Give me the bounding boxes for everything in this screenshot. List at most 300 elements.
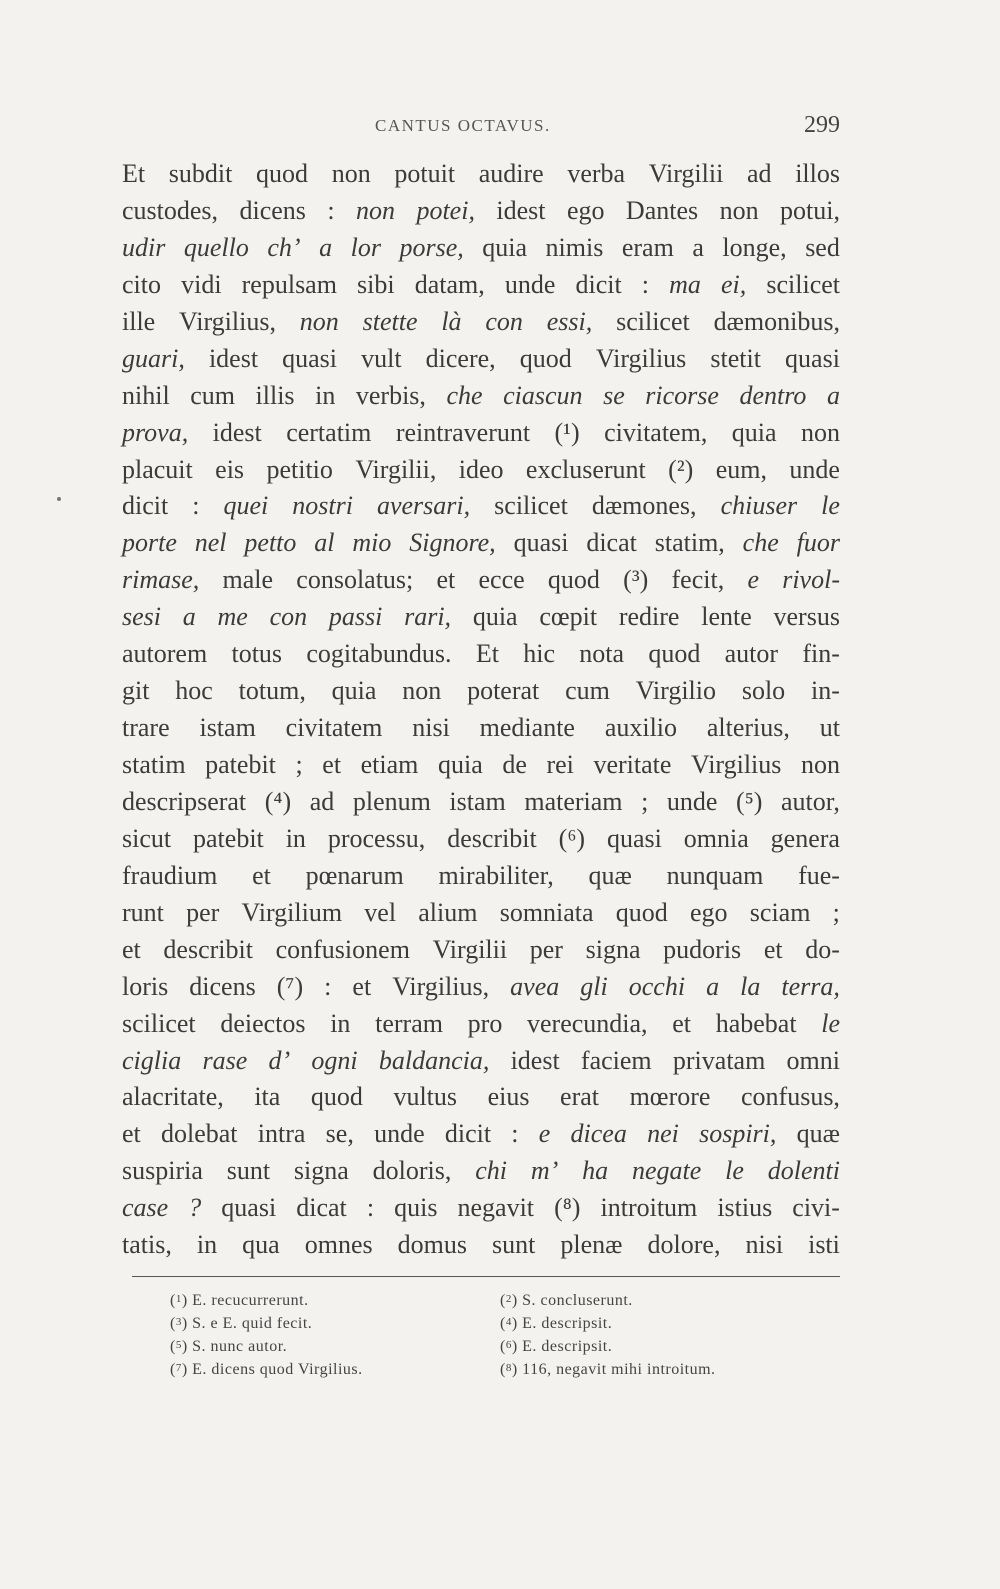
text-line [122,1043,840,1080]
word: omnia [683,823,749,853]
footnote-2 [500,1290,830,1313]
word: male [222,565,274,595]
word: excluserunt [525,454,646,484]
text-line [122,193,840,230]
word: ego [690,897,728,927]
word: describit [163,934,253,964]
word: redire [618,602,680,632]
word: pudoris [663,934,742,964]
word: placuit [122,454,193,484]
word: dolore, [647,1230,721,1260]
word: terram [375,1008,443,1038]
italic-word: che [446,380,483,410]
word: fecit, [671,565,725,595]
word: non [800,750,840,779]
word: quæ [796,1119,840,1149]
word: veritate [593,750,672,779]
page-number: 299 [804,112,840,138]
word: cœpit [539,602,598,632]
italic-word: con [485,306,523,336]
word: autor, [781,786,840,816]
word: potui, [780,195,840,225]
italic-word: dentro [739,380,807,410]
italic-word: passi [328,602,383,632]
text-line [122,673,840,710]
word: isti [808,1230,840,1260]
word: dicere, [425,343,496,373]
word: cito [122,269,161,299]
italic-word: ma [669,269,701,299]
word: tatis, [122,1230,172,1260]
word: dicit [444,1119,492,1149]
text-line [122,969,840,1006]
word: potuit [394,159,456,188]
italic-word: ch’ [267,232,301,262]
italic-word: a [706,971,720,1001]
italic-word: nostri [292,491,353,521]
italic-word: le [821,491,840,521]
italic-word: non [299,306,339,336]
text-line [122,599,840,636]
word: stetit [710,343,761,373]
footnote-mark: (3) [170,1315,193,1332]
word: (³) [623,565,649,595]
word: nimis [545,232,604,262]
italic-word: sospiri, [699,1119,777,1149]
italic-word: quei [223,491,269,521]
word: non [402,676,442,706]
footnote-6 [500,1336,830,1359]
word: Virgilius [595,343,687,373]
word: : [324,971,332,1001]
text-line [122,895,840,932]
italic-word: le [725,1156,744,1186]
italic-word: guari, [122,343,185,373]
word: repulsam [241,269,337,299]
italic-word: e [538,1119,551,1149]
word: eius [487,1082,530,1112]
word: etiam [360,750,419,779]
word: mediante [479,713,575,743]
word: eum, [715,454,767,484]
italic-word: porse, [399,232,464,262]
footnote-8 [500,1359,830,1382]
word: nunquam [666,860,764,890]
footnote-text: E. recucurrerunt. [192,1292,309,1309]
footnote-text: 116, negavit mihi introitum. [522,1361,716,1378]
italic-word: aversari, [376,491,471,521]
italic-word: gli [580,971,608,1001]
word: unde [374,1119,425,1149]
word: (⁴) [264,786,292,816]
text-line [122,932,840,969]
word: custodes, [122,195,219,225]
italic-word: petto [244,528,297,558]
word: plenæ [560,1230,623,1260]
word: mirabiliter, [438,860,554,890]
word: do- [805,934,840,964]
italic-word: al [314,528,335,558]
italic-word: là [441,306,462,336]
word: unde [504,269,556,299]
word: per [529,934,563,964]
word: istius [717,1193,773,1223]
word: idest [496,195,546,225]
word: non [331,159,371,188]
word: quod [519,343,572,373]
word: quæ [588,860,632,890]
word: confusus, [741,1082,840,1112]
word: se, [325,1119,354,1149]
text-line [122,378,840,415]
word: reintraverunt [395,417,531,447]
word: Dantes [625,195,699,225]
word: scilicet [122,1008,196,1038]
word: Virgilii [648,159,724,188]
text-line [122,747,840,784]
text-line [122,488,840,525]
word: Virgilio [635,676,716,706]
word: doloris, [372,1156,452,1186]
word: ecce [478,565,525,595]
italic-word: la [740,971,761,1001]
word: describit [447,823,537,853]
word: Et [122,159,146,188]
word: dicit [575,269,622,299]
italic-word: fuor [796,528,840,558]
text-line [122,452,840,489]
word: suspiria [122,1156,203,1186]
text-line [122,267,840,304]
word: idest [212,417,262,447]
italic-word: d’ [268,1045,291,1075]
italic-word: chiuser [720,491,798,521]
word: civi- [792,1193,840,1223]
footnote-rule [132,1276,840,1277]
italic-word: se [603,380,625,410]
italic-word: porte [122,528,177,558]
word: (⁷) [276,971,304,1001]
italic-word: mio [352,528,392,558]
text-line [122,230,840,267]
word: nota [579,639,625,669]
word: (⁸) [554,1193,581,1223]
footnote-mark: (1) [170,1292,193,1309]
word: (²) [668,454,694,484]
footnote-text: S. nunc autor. [192,1338,288,1355]
word: processu, [327,823,426,853]
word: quasi [606,823,662,853]
word: eis [215,454,245,484]
word: hic [523,639,555,669]
word: Virgilius, [179,306,276,336]
footnote-mark: (7) [170,1361,193,1378]
word: dicat [296,1193,347,1223]
italic-word: sesi [122,602,161,632]
word: et [122,934,141,964]
italic-word: stette [362,306,418,336]
word: faciem [580,1045,652,1075]
word: sibi [357,269,395,299]
word: (¹) [554,417,580,447]
word: in [285,823,306,853]
italic-word: occhi [628,971,686,1001]
word: quia [731,417,777,447]
word: et [763,934,783,964]
word: Virgilius [690,750,782,779]
word: fue- [798,860,840,890]
italic-word: con [269,602,308,632]
footnote-4 [500,1313,830,1336]
word: Virgilius, [392,971,490,1001]
italic-word: essi, [546,306,593,336]
word: genera [770,823,840,853]
word: per [186,897,220,927]
word: dæmones, [591,491,697,521]
word: eram [621,232,674,262]
word: statim [122,750,186,779]
italic-word: ogni [311,1045,358,1075]
word: Et [475,639,499,669]
word: quasi [513,528,569,558]
italic-word: che [742,528,779,558]
word: signa [585,934,641,964]
italic-word: a [182,602,196,632]
word: ideo [458,454,504,484]
word: et [436,565,456,595]
word: fraudium [122,860,218,890]
word: auxilio [604,713,678,743]
footnote-mark: (2) [500,1292,523,1309]
word: civitatem [285,713,383,743]
word: sicut [122,823,172,853]
word: runt [122,897,164,927]
word: quia [437,750,483,779]
text-line [122,636,840,673]
word: negavit [457,1193,535,1223]
text-line [122,341,840,378]
word: idest [208,343,259,373]
word: illis [255,380,295,410]
word: sciam [749,897,811,927]
word: istam [449,786,506,816]
word: dolebat [161,1119,238,1149]
footnote-mark: (5) [170,1338,193,1355]
word: : [366,1193,375,1223]
word: quasi [282,343,338,373]
word: materiam [524,786,623,816]
italic-word: ? [188,1193,202,1223]
word: quasi [785,343,840,373]
word: idest [510,1045,560,1075]
word: non [719,195,759,225]
word: loris [122,971,169,1001]
italic-word: quello [183,232,249,262]
word: ille [122,306,156,336]
word: patebit [205,750,276,779]
word: in [330,1008,351,1038]
italic-word: lor [350,232,381,262]
word: rei [546,750,574,779]
italic-word: chi [475,1156,507,1186]
word: intra [257,1119,306,1149]
word: quia [472,602,518,632]
word: verecundia, [527,1008,648,1038]
word: omni [786,1045,840,1075]
word: certatim [286,417,372,447]
italic-word: terra, [781,971,840,1001]
word: quod [547,565,600,595]
italic-word: ha [582,1156,609,1186]
word: confusionem [275,934,410,964]
italic-word: case [122,1193,169,1223]
italic-word: prova, [122,417,189,447]
word: quia [331,676,377,706]
footnote-3 [170,1313,500,1336]
word: in [315,380,336,410]
word: erat [560,1082,600,1112]
text-line [122,858,840,895]
italic-word: nei [647,1119,679,1149]
italic-word: a [319,232,333,262]
word: dicens [189,971,256,1001]
word: cum [565,676,610,706]
word: in [196,1230,218,1260]
word: datam, [414,269,485,299]
word: quod [256,159,309,188]
word: deiectos [220,1008,306,1038]
word: habebat [715,1008,797,1038]
italic-word: udir [122,232,166,262]
word: fin- [802,639,840,669]
word: quasi [221,1193,277,1223]
footnote-mark: (4) [500,1315,523,1332]
word: audire [478,159,544,188]
italic-word: me [217,602,248,632]
italic-word: rimase, [122,565,200,595]
italic-word: nel [194,528,227,558]
word: nihil [122,380,170,410]
word: quod [615,897,668,927]
word: subdit [168,159,233,188]
text-line [122,304,840,341]
word: scilicet [766,269,840,299]
word: unde [666,786,718,816]
ink-speck [57,497,61,501]
italic-word: rari, [404,602,452,632]
footnote-text: E. descripsit. [522,1338,613,1355]
word: autorem [122,639,208,669]
word: et [122,1119,141,1149]
word: cogitabundus. [306,639,452,669]
word: : [641,269,650,299]
word: et [252,860,271,890]
italic-word: avea [510,971,560,1001]
word: consolatus; [296,565,414,595]
word: sunt [492,1230,536,1260]
running-head: CANTUS OCTAVUS. [375,116,551,135]
word: cum [190,380,235,410]
italic-word: ricorse [645,380,719,410]
word: ad [746,159,772,188]
italic-word: dicea [570,1119,627,1149]
word: : [327,195,335,225]
word: signa [293,1156,349,1186]
word: trare [122,713,170,743]
word: qua [242,1230,280,1260]
word: ; [832,897,840,927]
italic-word: ei, [721,269,747,299]
word: dæmonibus, [713,306,840,336]
footnote-mark: (6) [500,1338,523,1355]
word: Virgilii, [355,454,437,484]
word: scilicet [494,491,568,521]
word: descripserat [122,786,247,816]
footnote-text: S. e E. quid fecit. [192,1315,313,1332]
text-line [122,525,840,562]
word: patebit [193,823,264,853]
word: ita [254,1082,281,1112]
word: pro [467,1008,503,1038]
word: quod [310,1082,363,1112]
footnote-mark: (8) [500,1361,523,1378]
word: civitatem, [604,417,708,447]
word: ; [295,750,303,779]
text-line [122,1079,840,1116]
text-line [122,562,840,599]
word: (⁵) [736,786,763,816]
word: et [322,750,342,779]
word: de [502,750,527,779]
word: totum, [238,676,306,706]
word: verbis, [355,380,426,410]
footnote-text: S. concluserunt. [522,1292,633,1309]
word: non [800,417,840,447]
word: omnes [304,1230,373,1260]
italic-word: ciglia [122,1045,182,1075]
page-header [120,112,840,142]
text-line [122,1190,840,1227]
text-line [122,415,840,452]
word: unde [789,454,840,484]
text-line [122,156,840,193]
word: in- [811,676,840,706]
word: verba [567,159,626,188]
text-line [122,1006,840,1043]
word: scilicet [616,306,690,336]
word: Virgilii [432,934,508,964]
text-line [122,784,840,821]
word: nisi [745,1230,784,1260]
word: somniata [499,897,594,927]
word: git [122,676,150,706]
word: pœnarum [305,860,404,890]
word: illos [795,159,840,188]
word: vultus [393,1082,458,1112]
italic-word: rivol- [782,565,840,595]
word: solo [741,676,786,706]
word: istam [199,713,256,743]
italic-word: ciascun [503,380,583,410]
italic-word: Signore, [409,528,496,558]
word: quia [482,232,528,262]
word: alterius, [706,713,790,743]
word: dicens [239,195,306,225]
text-line [122,1116,840,1153]
text-line [122,710,840,747]
text-line [122,1153,840,1190]
footnote-1 [170,1290,500,1313]
